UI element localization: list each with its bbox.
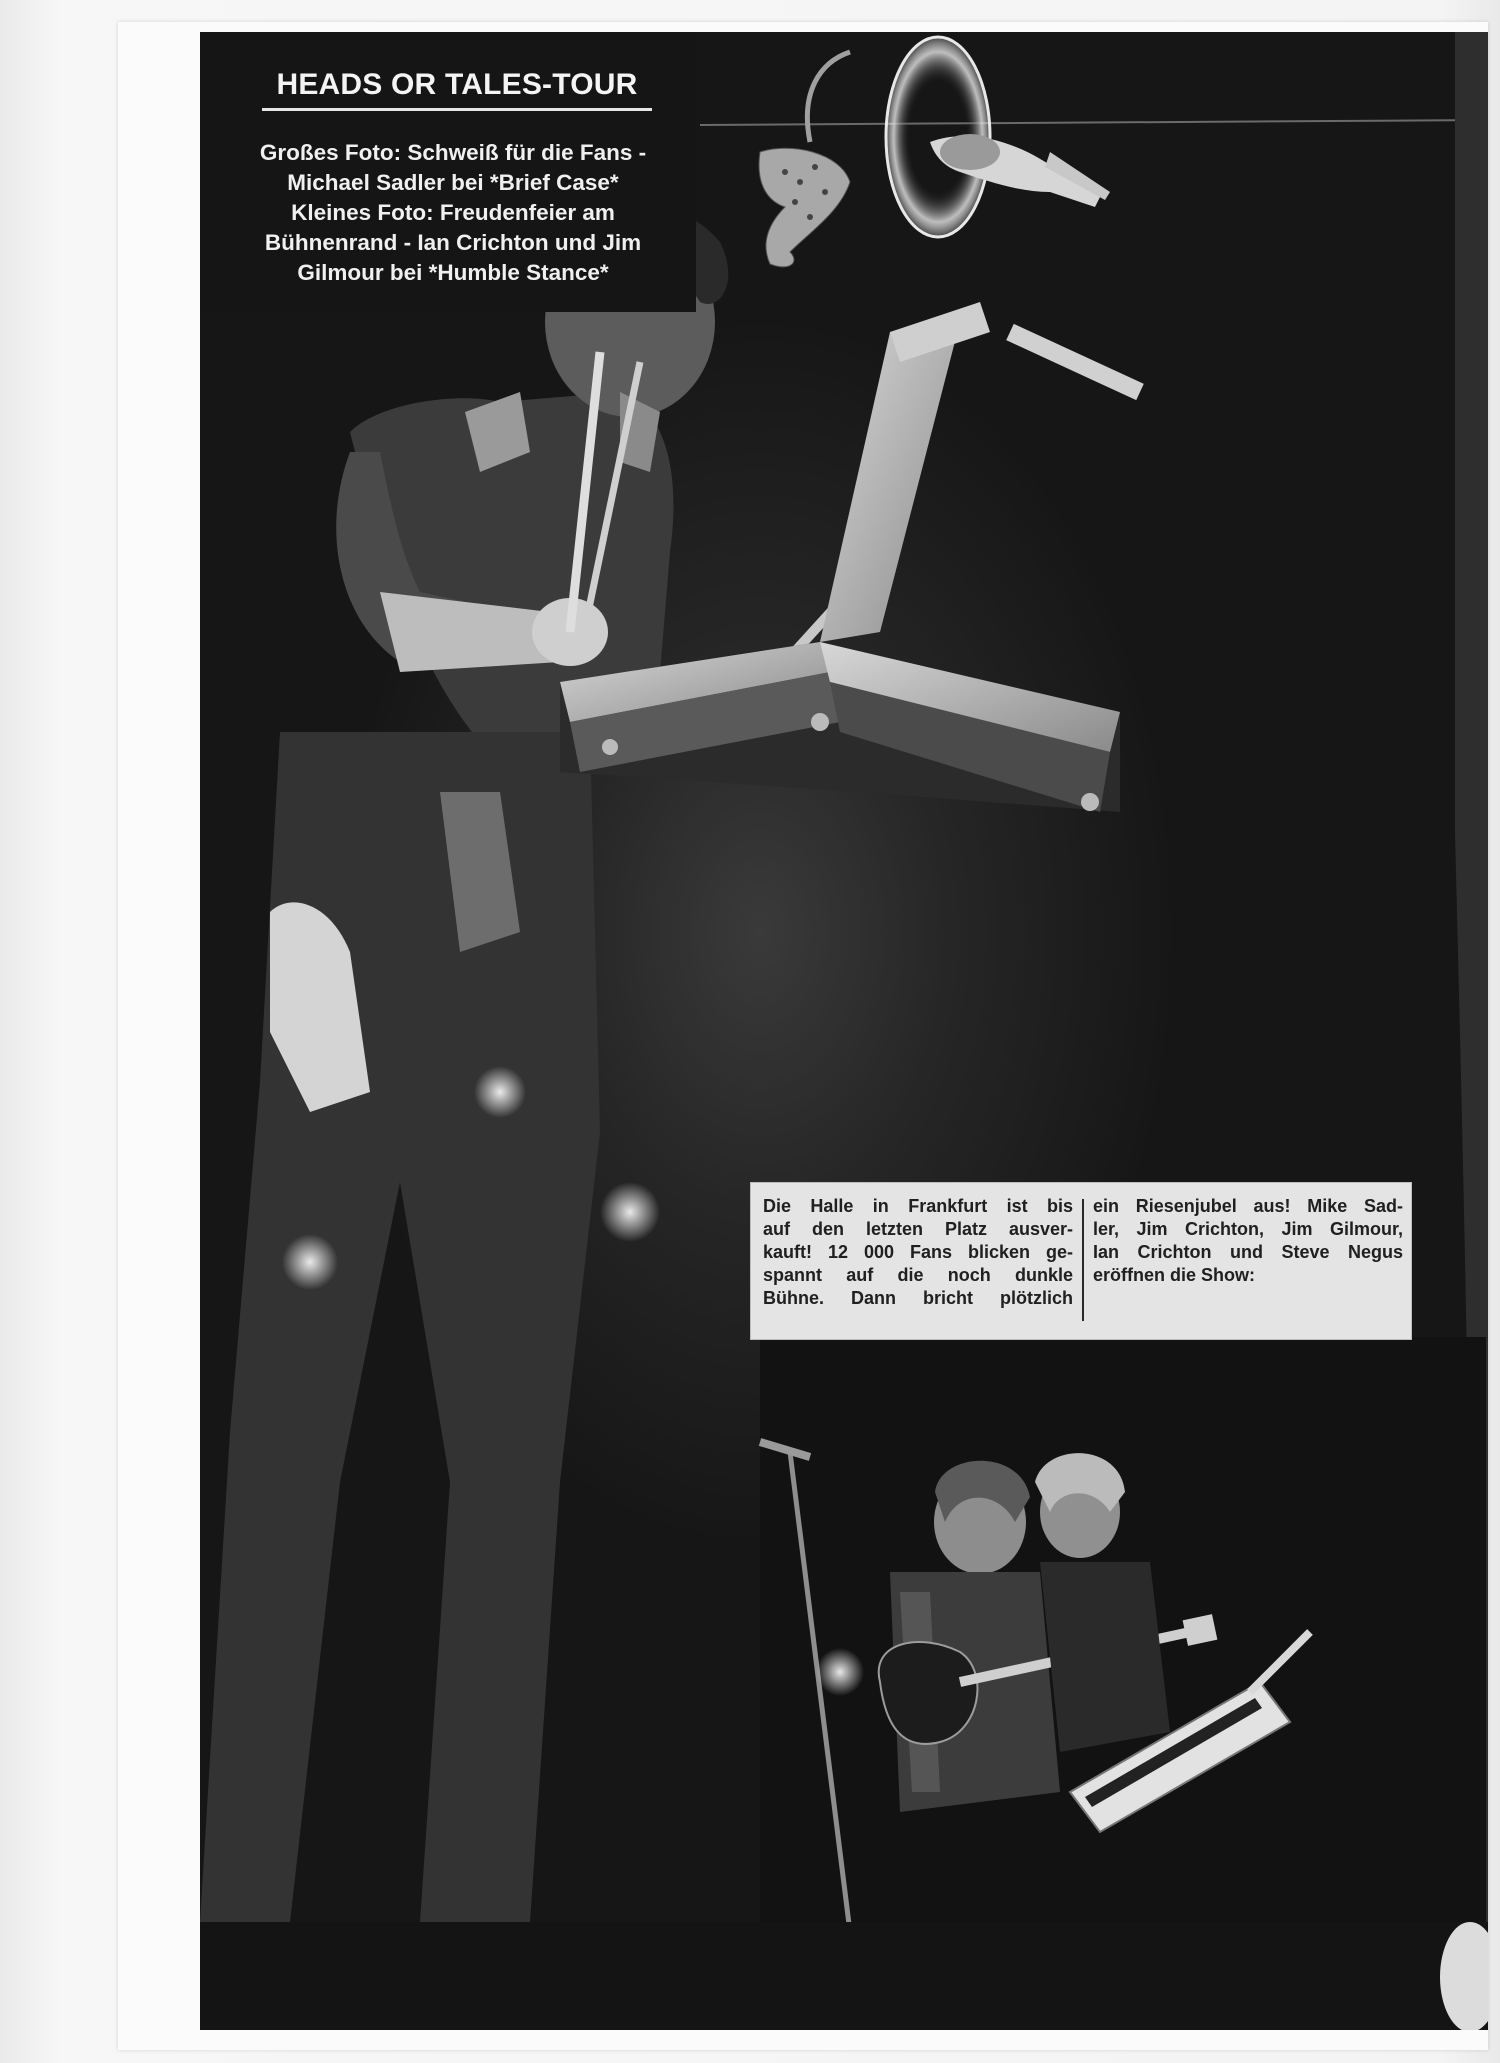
body-line: Bühne. Dann bricht plötzlich <box>763 1288 1073 1308</box>
article-column-left <box>763 1195 1073 1310</box>
main-photo <box>200 32 1488 2030</box>
body-line: kauft! 12 000 Fans blicken ge- <box>763 1242 1073 1262</box>
caption-line: Kleines Foto: Freudenfeier am <box>291 200 615 225</box>
main-photo-illustration <box>200 32 1488 2030</box>
body-line: Ian Crichton und Steve Negus <box>1093 1242 1403 1262</box>
article-text-box <box>750 1182 1412 1340</box>
caption-line: Bühnenrand - Ian Crichton und Jim <box>264 230 642 255</box>
leopard-and-diver-hoop-art <box>759 37 1110 267</box>
body-line: Die Halle in Frankfurt ist bis <box>763 1196 1073 1216</box>
column-divider <box>1082 1199 1084 1321</box>
caption-line: Michael Sadler bei *Brief Case* <box>287 170 619 195</box>
article-column-right <box>1093 1195 1403 1287</box>
caption-line: Großes Foto: Schweiß für die Fans - <box>259 140 647 165</box>
singer-figure <box>200 203 840 1922</box>
body-line: eröffnen die Show: <box>1093 1265 1255 1285</box>
guitarist-and-keyboardist-photo <box>760 1337 1486 2007</box>
body-line: ein Riesenjubel aus! Mike Sad- <box>1093 1196 1403 1216</box>
body-line: auf den letzten Platz ausver- <box>763 1219 1073 1239</box>
body-line: spannt auf die noch dunkle <box>763 1265 1073 1285</box>
page-title: HEADS OR TALES-TOUR <box>262 68 652 111</box>
caption-line: Gilmour bei *Humble Stance* <box>297 260 609 285</box>
body-line: ler, Jim Crichton, Jim Gilmour, <box>1093 1219 1403 1239</box>
photo-caption <box>228 138 678 288</box>
